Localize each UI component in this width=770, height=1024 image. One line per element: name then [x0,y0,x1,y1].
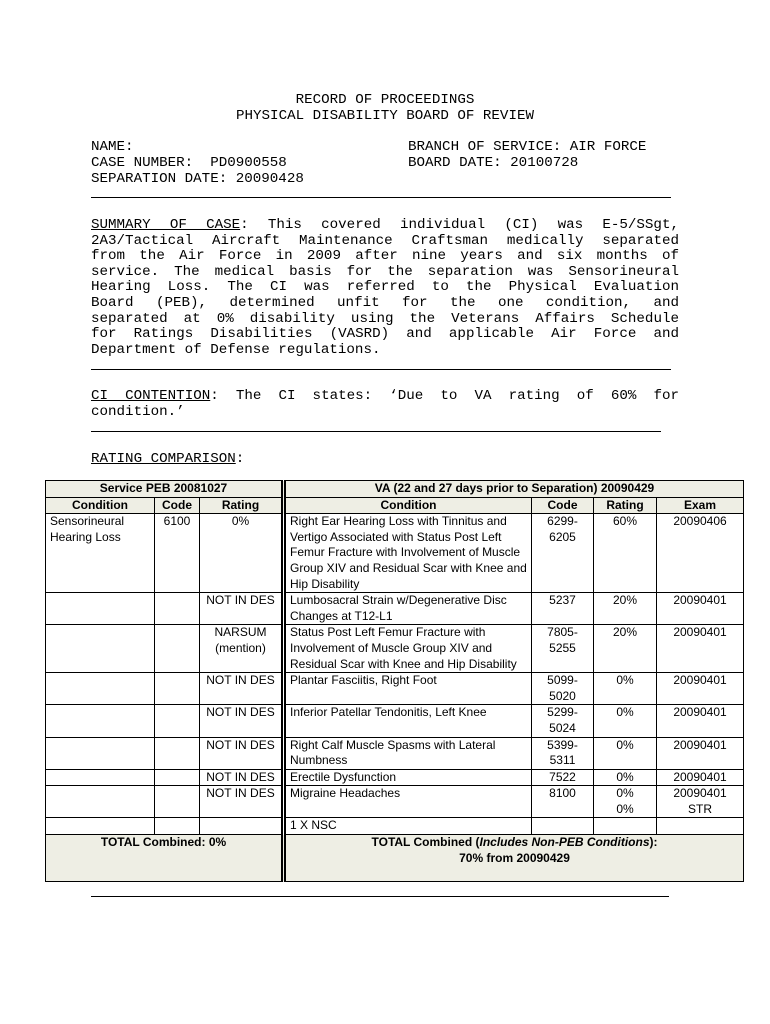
cell-va-rating: 0% [594,769,657,786]
table-row [46,625,744,673]
cell-va-rating: 20% [594,593,657,625]
record-title: RECORD OF PROCEEDINGS [295,92,475,108]
column-header: Exam [657,497,744,514]
cell-peb-code [155,593,200,625]
contention-paragraph [91,389,679,420]
cell-va-condition: 1 X NSC [284,818,532,835]
cell-peb-rating: NOT IN DES [200,769,284,786]
rating-rows [46,514,744,835]
cell-peb-code [155,769,200,786]
cell-exam: 20090401 [657,673,744,705]
summary-line: : This covered individual (CI) was E-5/SSgt, [240,217,679,233]
cell-exam [657,818,744,835]
cell-peb-rating: NOT IN DES [200,737,284,769]
cell-peb-rating [200,818,284,835]
section-divider [91,197,671,198]
cell-va-condition: Lumbosacral Strain w/Degenerative Disc Changes at T12-L1 [284,593,532,625]
board-title: PHYSICAL DISABILITY BOARD OF REVIEW [236,108,534,124]
cell-va-rating: 0% [594,737,657,769]
cell-peb-rating: NARSUM (mention) [200,625,284,673]
separation-date-field: SEPARATION DATE: 20090428 [91,171,304,187]
section-divider [91,896,669,897]
branch-field: BRANCH OF SERVICE: AIR FORCE [408,139,647,155]
cell-peb-rating: NOT IN DES [200,673,284,705]
cell-va-rating: 20% [594,625,657,673]
cell-peb-code [155,625,200,673]
table-row [46,705,744,737]
table-row [46,673,744,705]
cell-peb-code [155,818,200,835]
cell-peb-rating: 0% [200,514,284,593]
cell-peb-rating: NOT IN DES [200,786,284,818]
cell-peb-condition [46,737,155,769]
cell-peb-code [155,786,200,818]
cell-peb-condition [46,818,155,835]
rating-comparison-heading: RATING COMPARISON: [91,451,245,467]
service-peb-header: Service PEB 20081027 [46,481,284,498]
cell-peb-code [155,705,200,737]
cell-va-rating [594,818,657,835]
cell-va-code: 8100 [532,786,594,818]
table-row [46,593,744,625]
column-header: Condition [46,497,155,514]
cell-va-code: 5399-5311 [532,737,594,769]
column-header: Condition [284,497,532,514]
contention-heading: CI CONTENTION [91,388,211,404]
contention-line: condition.’ [91,403,185,420]
cell-peb-condition [46,625,155,673]
cell-va-rating: 0% [594,705,657,737]
summary-line: separated at 0% disability using the Veterans Affairs Schedule [91,310,679,327]
cell-va-condition: Erectile Dysfunction [284,769,532,786]
case-number-field: CASE NUMBER: PD0900558 [91,155,287,171]
cell-va-code: 5299-5024 [532,705,594,737]
total-va-line2: 70% from 20090429 [459,850,570,865]
va-header: VA (22 and 27 days prior to Separation) 20090429 [284,481,744,498]
table-row [46,786,744,818]
cell-va-code: 7805-5255 [532,625,594,673]
cell-exam: 20090401 [657,769,744,786]
cell-peb-code: 6100 [155,514,200,593]
cell-va-condition: Migraine Headaches [284,786,532,818]
summary-line: for Ratings Disabilities (VASRD) and applicable Air Force and [91,326,679,343]
summary-line: Department of Defense regulations. [91,341,381,358]
column-header: Code [155,497,200,514]
summary-line: 2A3/Tactical Aircraft Maintenance Craftsman medically separated [91,232,679,249]
cell-va-rating: 0% 0% [594,786,657,818]
table-row [46,769,744,786]
cell-va-condition: Right Ear Hearing Loss with Tinnitus and Vertigo Associated with Status Post Left Femur Fracture with Involvement of Muscle Group XIV and Residual Scar with Knee and Hip Disability [284,514,532,593]
cell-peb-condition [46,769,155,786]
contention-line: : The CI states: ‘Due to VA rating of 60% for [210,388,679,404]
cell-peb-code [155,737,200,769]
cell-va-code: 5099-5020 [532,673,594,705]
section-divider [91,369,671,370]
table-row [46,514,744,593]
cell-peb-rating: NOT IN DES [200,705,284,737]
summary-line: service. The medical basis for the separation was Sensorineural [91,263,679,280]
cell-exam: 20090401 [657,737,744,769]
cell-va-rating: 0% [594,673,657,705]
cell-va-code: 7522 [532,769,594,786]
summary-line: from the Air Force in 2009 after nine years and six months of [91,248,679,265]
table-row [46,737,744,769]
cell-peb-code [155,673,200,705]
total-row [46,835,744,882]
column-header: Rating [594,497,657,514]
summary-paragraph [91,218,679,358]
cell-peb-condition: Sensorineural Hearing Loss [46,514,155,593]
cell-va-condition: Plantar Fasciitis, Right Foot [284,673,532,705]
cell-peb-rating: NOT IN DES [200,593,284,625]
cell-peb-condition [46,705,155,737]
cell-va-code: 6299-6205 [532,514,594,593]
cell-exam: 20090401 STR [657,786,744,818]
table-row [46,818,744,835]
column-header: Rating [200,497,284,514]
column-header: Code [532,497,594,514]
board-date-field: BOARD DATE: 20100728 [408,155,579,171]
cell-peb-condition [46,673,155,705]
table-group-header-row [46,481,744,498]
rating-comparison-table [45,480,744,882]
cell-va-condition: Inferior Patellar Tendonitis, Left Knee [284,705,532,737]
name-field: NAME: [91,139,134,155]
total-peb: TOTAL Combined: 0% [46,835,284,882]
cell-exam: 20090401 [657,593,744,625]
cell-exam: 20090401 [657,705,744,737]
summary-line: Hearing Loss. The CI was referred to the Physical Evaluation [91,279,679,296]
total-va: TOTAL Combined (Includes Non-PEB Conditions): 70% from 20090429 [284,835,744,882]
cell-va-rating: 60% [594,514,657,593]
table-column-header-row [46,497,744,514]
cell-exam: 20090406 [657,514,744,593]
cell-va-condition: Right Calf Muscle Spasms with Lateral Numbness [284,737,532,769]
cell-peb-condition [46,593,155,625]
summary-line: Board (PEB), determined unfit for the one condition, and [91,294,679,311]
section-divider [91,431,661,432]
cell-va-code [532,818,594,835]
cell-va-condition: Status Post Left Femur Fracture with Involvement of Muscle Group XIV and Residual Scar with Knee and Hip Disability [284,625,532,673]
cell-peb-condition [46,786,155,818]
cell-va-code: 5237 [532,593,594,625]
summary-heading: SUMMARY OF CASE [91,217,241,233]
cell-exam: 20090401 [657,625,744,673]
